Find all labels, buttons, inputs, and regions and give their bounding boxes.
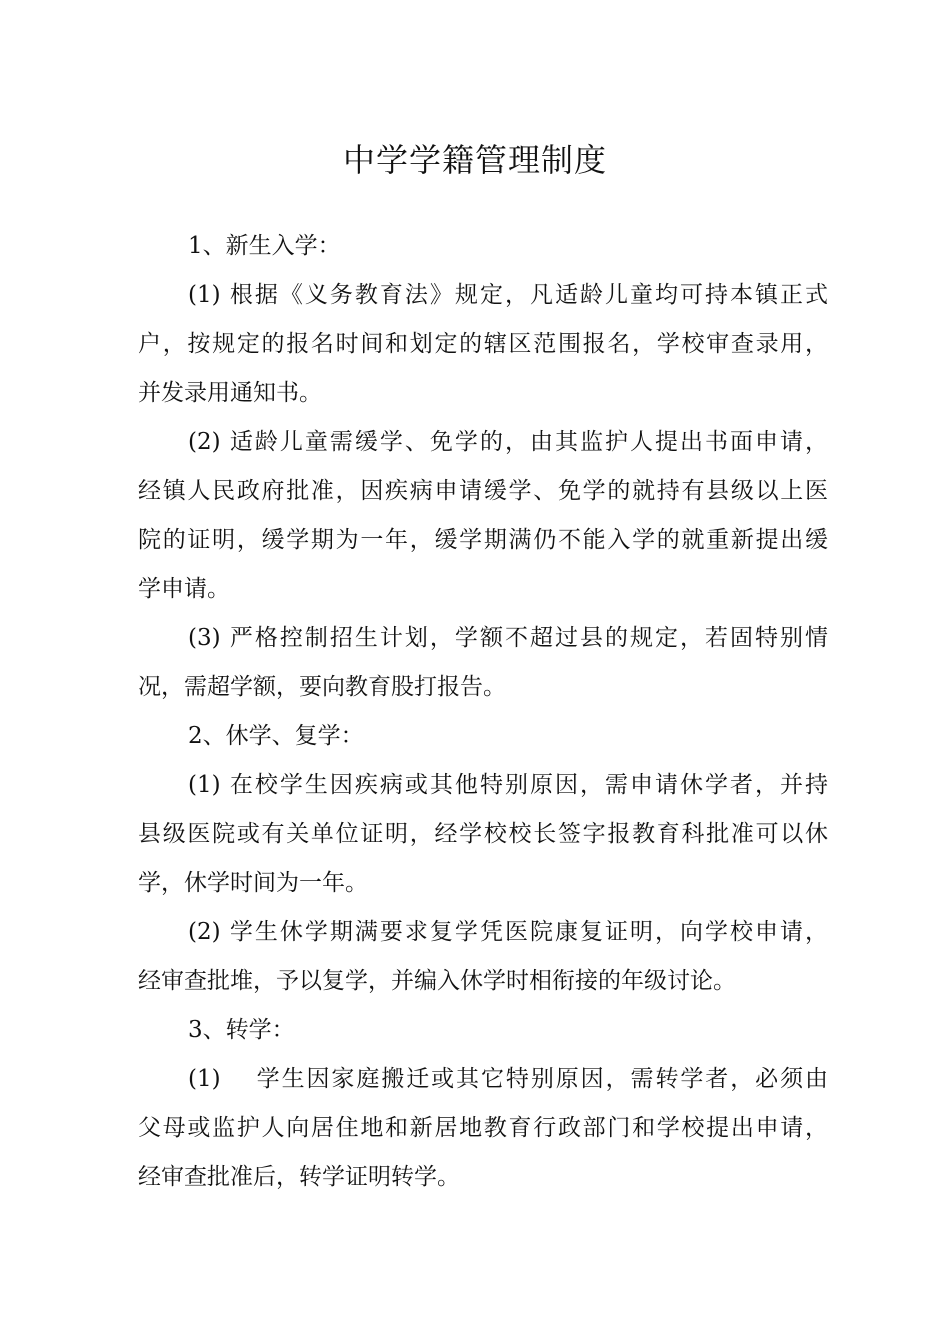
- paragraph: [138, 908, 828, 1006]
- paragraph: [138, 1055, 828, 1202]
- text-line: 县级医院或有关单位证明，经学校校长签字报教育科批准可以休: [138, 821, 828, 847]
- section-heading: 1、新生入学：: [188, 233, 341, 259]
- text-line: 经审查批准后，转学证明转学。: [138, 1164, 460, 1190]
- paragraph: [138, 614, 828, 712]
- paragraph: [138, 271, 828, 418]
- text-line: 户，按规定的报名时间和划定的辖区范围报名，学校审查录用，: [138, 331, 828, 357]
- document-title: 中学学籍管理制度: [342, 141, 607, 179]
- text-line: 经镇人民政府批准，因疾病申请缓学、免学的就持有县级以上医: [138, 478, 828, 504]
- text-line: 并发录用通知书。: [138, 380, 322, 406]
- text-line: 经审查批堆，予以复学，并编入休学时相衔接的年级讨论。: [138, 968, 736, 994]
- text-line: (1) 学生因家庭搬迁或其它特别原因，需转学者，必须由: [188, 1066, 828, 1092]
- document-body: [138, 222, 828, 1202]
- text-line: (3) 严格控制招生计划，学额不超过县的规定，若固特别情: [188, 625, 828, 651]
- text-line: 院的证明，缓学期为一年，缓学期满仍不能入学的就重新提出缓: [138, 527, 828, 553]
- text-line: (1) 根据《义务教育法》规定，凡适龄儿童均可持本镇正式: [188, 282, 828, 308]
- text-line: 况，需超学额，要向教育股打报告。: [138, 674, 506, 700]
- paragraph: [138, 418, 828, 614]
- text-line: (2) 学生休学期满要求复学凭医院康复证明，向学校申请，: [188, 919, 828, 945]
- text-line: (1) 在校学生因疾病或其他特别原因，需申请休学者，并持: [188, 772, 828, 798]
- section-heading: 2、休学、复学：: [188, 723, 364, 749]
- text-line: 学，休学时间为一年。: [138, 870, 368, 896]
- section-heading: 3、转学：: [188, 1017, 295, 1043]
- paragraph: [138, 761, 828, 908]
- text-line: 父母或监护人向居住地和新居地教育行政部门和学校提出申请，: [138, 1115, 828, 1141]
- text-line: (2) 适龄儿童需缓学、免学的，由其监护人提出书面申请，: [188, 429, 828, 455]
- text-line: 学申请。: [138, 576, 230, 602]
